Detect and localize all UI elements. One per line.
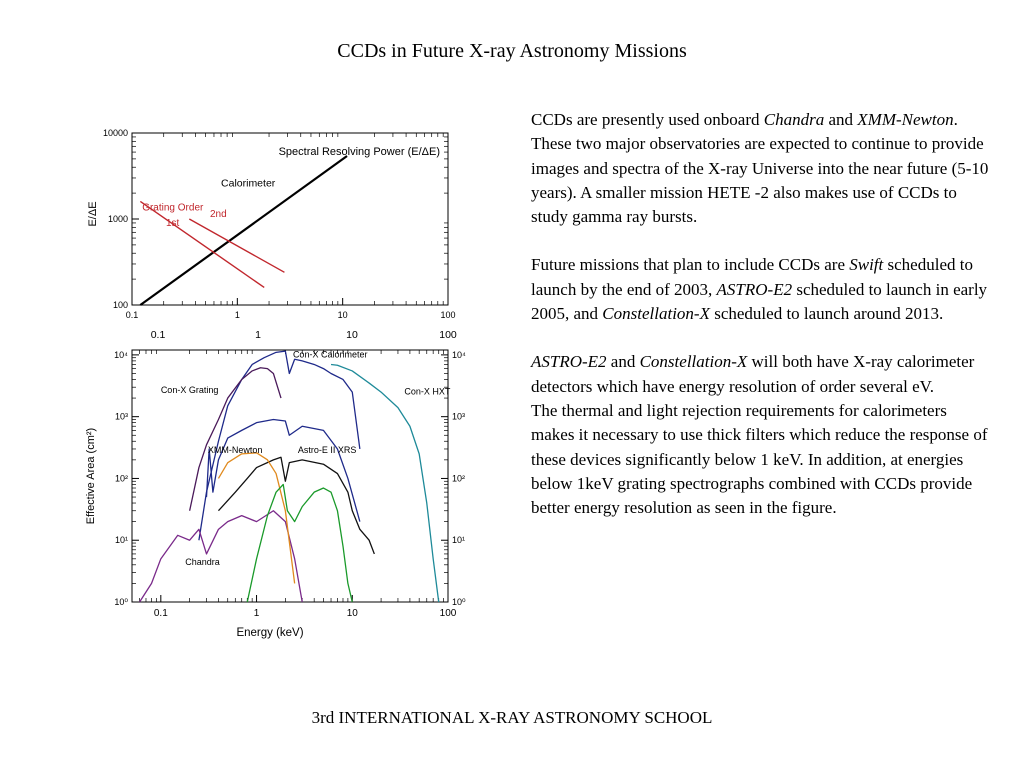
mission-name: XMM-Newton [857, 110, 954, 129]
y-tick-label: 10² [114, 473, 128, 484]
x-tick-label: 100 [439, 608, 457, 619]
y-axis-title: E/ΔE [87, 201, 99, 227]
text-run: will both have X-ray calorimeter detectors which have energy resolution of order several eV. [531, 352, 975, 396]
resolving-power-chart [87, 128, 457, 341]
series-label-astro-e-ii-xrs: Astro-E II XRS [297, 444, 357, 455]
y-tick-label: 10⁰ [114, 597, 128, 607]
text-run: scheduled to launch by the end of 2003, [531, 255, 973, 299]
footer: 3rd INTERNATIONAL X-RAY ASTRONOMY SCHOOL [311, 708, 713, 727]
y-tick-label-right: 10⁴ [452, 349, 466, 360]
series-line-1st [140, 201, 264, 287]
mission-name: ASTRO-E2 [716, 279, 793, 299]
paragraph [531, 253, 993, 326]
series-label-con-x-grating: Con-X Grating [160, 385, 219, 396]
text-run: scheduled to launch around 2013. [709, 304, 944, 324]
y-axis-title: Effective Area (cm²) [85, 427, 97, 525]
paragraph [531, 399, 993, 520]
y-tick-label: 10000 [102, 128, 128, 138]
slide-title: CCDs in Future X-ray Astronomy Missions [337, 40, 687, 62]
x-tick-label-secondary: 10 [346, 329, 358, 341]
series-label-xmm-newton: XMM-Newton [207, 444, 263, 455]
label-first-order: 1st [165, 217, 180, 229]
x-tick-label-secondary: 100 [439, 329, 457, 341]
series-label-chandra: Chandra [185, 556, 220, 567]
text-run: and [824, 110, 858, 129]
text-run: The thermal and light rejection requirements for calorimeters makes it necessary to use thick filters which reduce the response of these devices significantly below 1 keV. In addition, at energies below 1keV grating spectrographs combined with CCDs provide better energy resolution as seen in the figure. [531, 400, 988, 518]
text-run: CCDs are presently used onboard [531, 110, 764, 129]
x-tick-label: 100 [440, 310, 456, 320]
y-tick-label-right: 10³ [452, 411, 466, 422]
series-label-con-x-hxt: Con-X HXT [404, 386, 451, 397]
paragraph [531, 108, 993, 229]
y-tick-label: 10¹ [114, 535, 128, 546]
x-tick-label: 1 [234, 310, 240, 320]
chart-svg [80, 128, 500, 648]
x-tick-label-secondary: 1 [255, 329, 261, 341]
y-tick-label: 1000 [107, 214, 128, 224]
effective-area-chart [85, 350, 466, 639]
chart-title: Spectral Resolving Power (E/ΔE) [278, 146, 440, 158]
text-run: . These two major observatories are expected to continue to provide images and spectra of the X-ray Universe into the near future (5-10 years). A smaller mission HETE -2 also makes use of CCDs to study gamma ray bursts. [531, 110, 989, 227]
y-tick-label: 10³ [114, 411, 128, 422]
x-tick-label: 0.1 [125, 310, 139, 320]
series-label-calorimeter: Calorimeter [221, 177, 276, 190]
mission-name: ASTRO-E2 [531, 352, 607, 372]
paragraph [531, 350, 993, 399]
mission-name: Constellation-X [602, 304, 710, 324]
x-tick-label: 10 [337, 310, 348, 320]
series-line-chandra [140, 511, 303, 602]
body-text [531, 108, 993, 520]
series-line-astro-e-ii-xrs [218, 457, 374, 554]
series-line-con-x-hxt [331, 364, 439, 602]
series-label-con-x-calorimeter: Con-X Calorimeter [292, 349, 368, 360]
label-grating-order: Grating Order [142, 202, 204, 214]
y-tick-label-right: 10¹ [452, 535, 466, 546]
mission-name: Chandra [763, 110, 825, 129]
plot-frame [132, 133, 448, 305]
y-tick-label: 100 [112, 300, 128, 310]
x-axis-title: Energy (keV) [236, 627, 304, 639]
mission-name: Constellation-X [639, 352, 748, 372]
y-tick-label-right: 10² [452, 473, 466, 484]
y-tick-label-right: 10⁰ [452, 597, 466, 607]
x-tick-label: 1 [253, 608, 260, 619]
text-run: and [606, 352, 640, 372]
x-tick-label: 10 [346, 608, 358, 619]
text-run: scheduled to launch in early 2005, and [531, 279, 988, 324]
y-tick-label: 10⁴ [114, 349, 128, 360]
label-second-order: 2nd [209, 209, 227, 221]
x-tick-label-secondary: 0.1 [150, 329, 166, 341]
x-tick-label: 0.1 [153, 608, 168, 619]
mission-name: Swift [849, 255, 884, 275]
chart-figure [80, 128, 500, 648]
text-run: Future missions that plan to include CCDs are [531, 255, 850, 275]
